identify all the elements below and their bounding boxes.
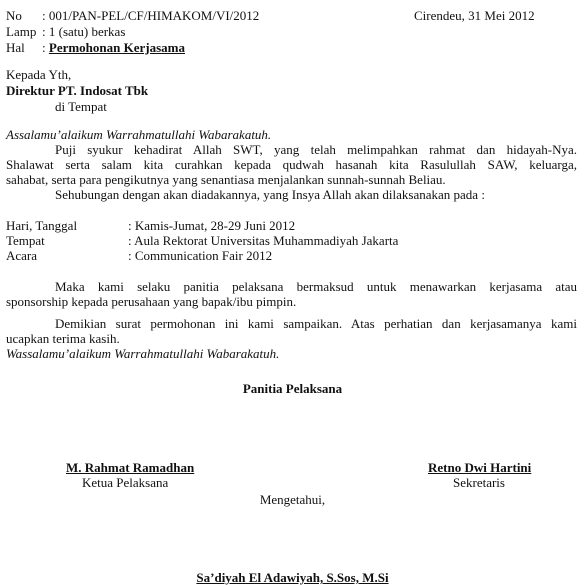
detail-value: : Communication Fair 2012 [128,248,273,263]
detail-row [6,218,295,233]
paragraph-1-line-1: Puji syukur kehadirat Allah SWT, yang telah melimpahkan rahmat dan hidayah-Nya. [55,142,577,157]
detail-value: : Aula Rektorat Universitas Muhammadiyah Jakarta [128,233,399,248]
detail-row [6,248,272,263]
lamp-label: Lamp [6,24,37,39]
recipient-place: di Tempat [55,99,107,114]
subject-value: Permohonan Kerjasama [48,40,185,55]
place-date: Cirendeu, 31 Mei 2012 [414,8,535,23]
no-value: : 001/PAN-PEL/CF/HIMAKOM/VI/2012 [42,8,260,23]
paragraph-1-line-3: sahabat, serta para pengikutnya yang senantiasa menjalankan sunnah-sunnah Beliau. [6,172,446,187]
right-signatory-name: Retno Dwi Hartini [428,460,532,475]
recipient-greeting: Kepada Yth, [6,67,72,82]
closing-salutation: Wassalamu’alaikum Warrahmatullahi Wabarakatuh. [6,346,280,361]
detail-value: : Kamis-Jumat, 28-29 Juni 2012 [128,218,296,233]
committee-title: Panitia Pelaksana [242,381,343,396]
approver-name: Sa’diyah El Adawiyah, S.Sos, M.Si [196,570,389,585]
acknowledged-label: Mengetahui, [259,492,326,507]
paragraph-2: Sehubungan dengan akan diadakannya, yang Insya Allah akan dilaksanakan pada : [55,187,485,202]
detail-label: Hari, Tanggal [6,218,78,233]
hal-label: Hal [6,40,25,55]
detail-row [6,233,398,248]
detail-label: Tempat [6,233,45,248]
paragraph-1-line-2: Shalawat serta salam kita curahkan kepada qudwah hasanah kita Rasulullah SAW, keluarga, [6,157,577,172]
paragraph-3-line-2: sponsorship kepada perusahaan yang bapak/ibu pimpin. [6,294,297,309]
paragraph-3-line-1: Maka kami selaku panitia pelaksana bermaksud untuk menawarkan kerjasama atau [55,279,577,294]
letter-subject [6,40,185,55]
recipient-name: Direktur PT. Indosat Tbk [6,83,149,98]
left-signatory-name: M. Rahmat Ramadhan [66,460,195,475]
hal-colon: : [42,40,46,55]
letter-number [6,8,259,23]
opening-salutation: Assalamu’alaikum Warrahmatullahi Wabarakatuh. [6,127,272,142]
letter-attachment [6,24,125,39]
left-signatory-role: Ketua Pelaksana [82,475,169,490]
detail-label: Acara [6,248,38,263]
lamp-value: : 1 (satu) berkas [42,24,126,39]
paragraph-4-line-2: ucapkan terima kasih. [6,331,120,346]
right-signatory-role: Sekretaris [453,475,505,490]
paragraph-4-line-1: Demikian surat permohonan ini kami sampaikan. Atas perhatian dan kerjasamanya kami [55,316,577,331]
no-label: No [6,8,22,23]
